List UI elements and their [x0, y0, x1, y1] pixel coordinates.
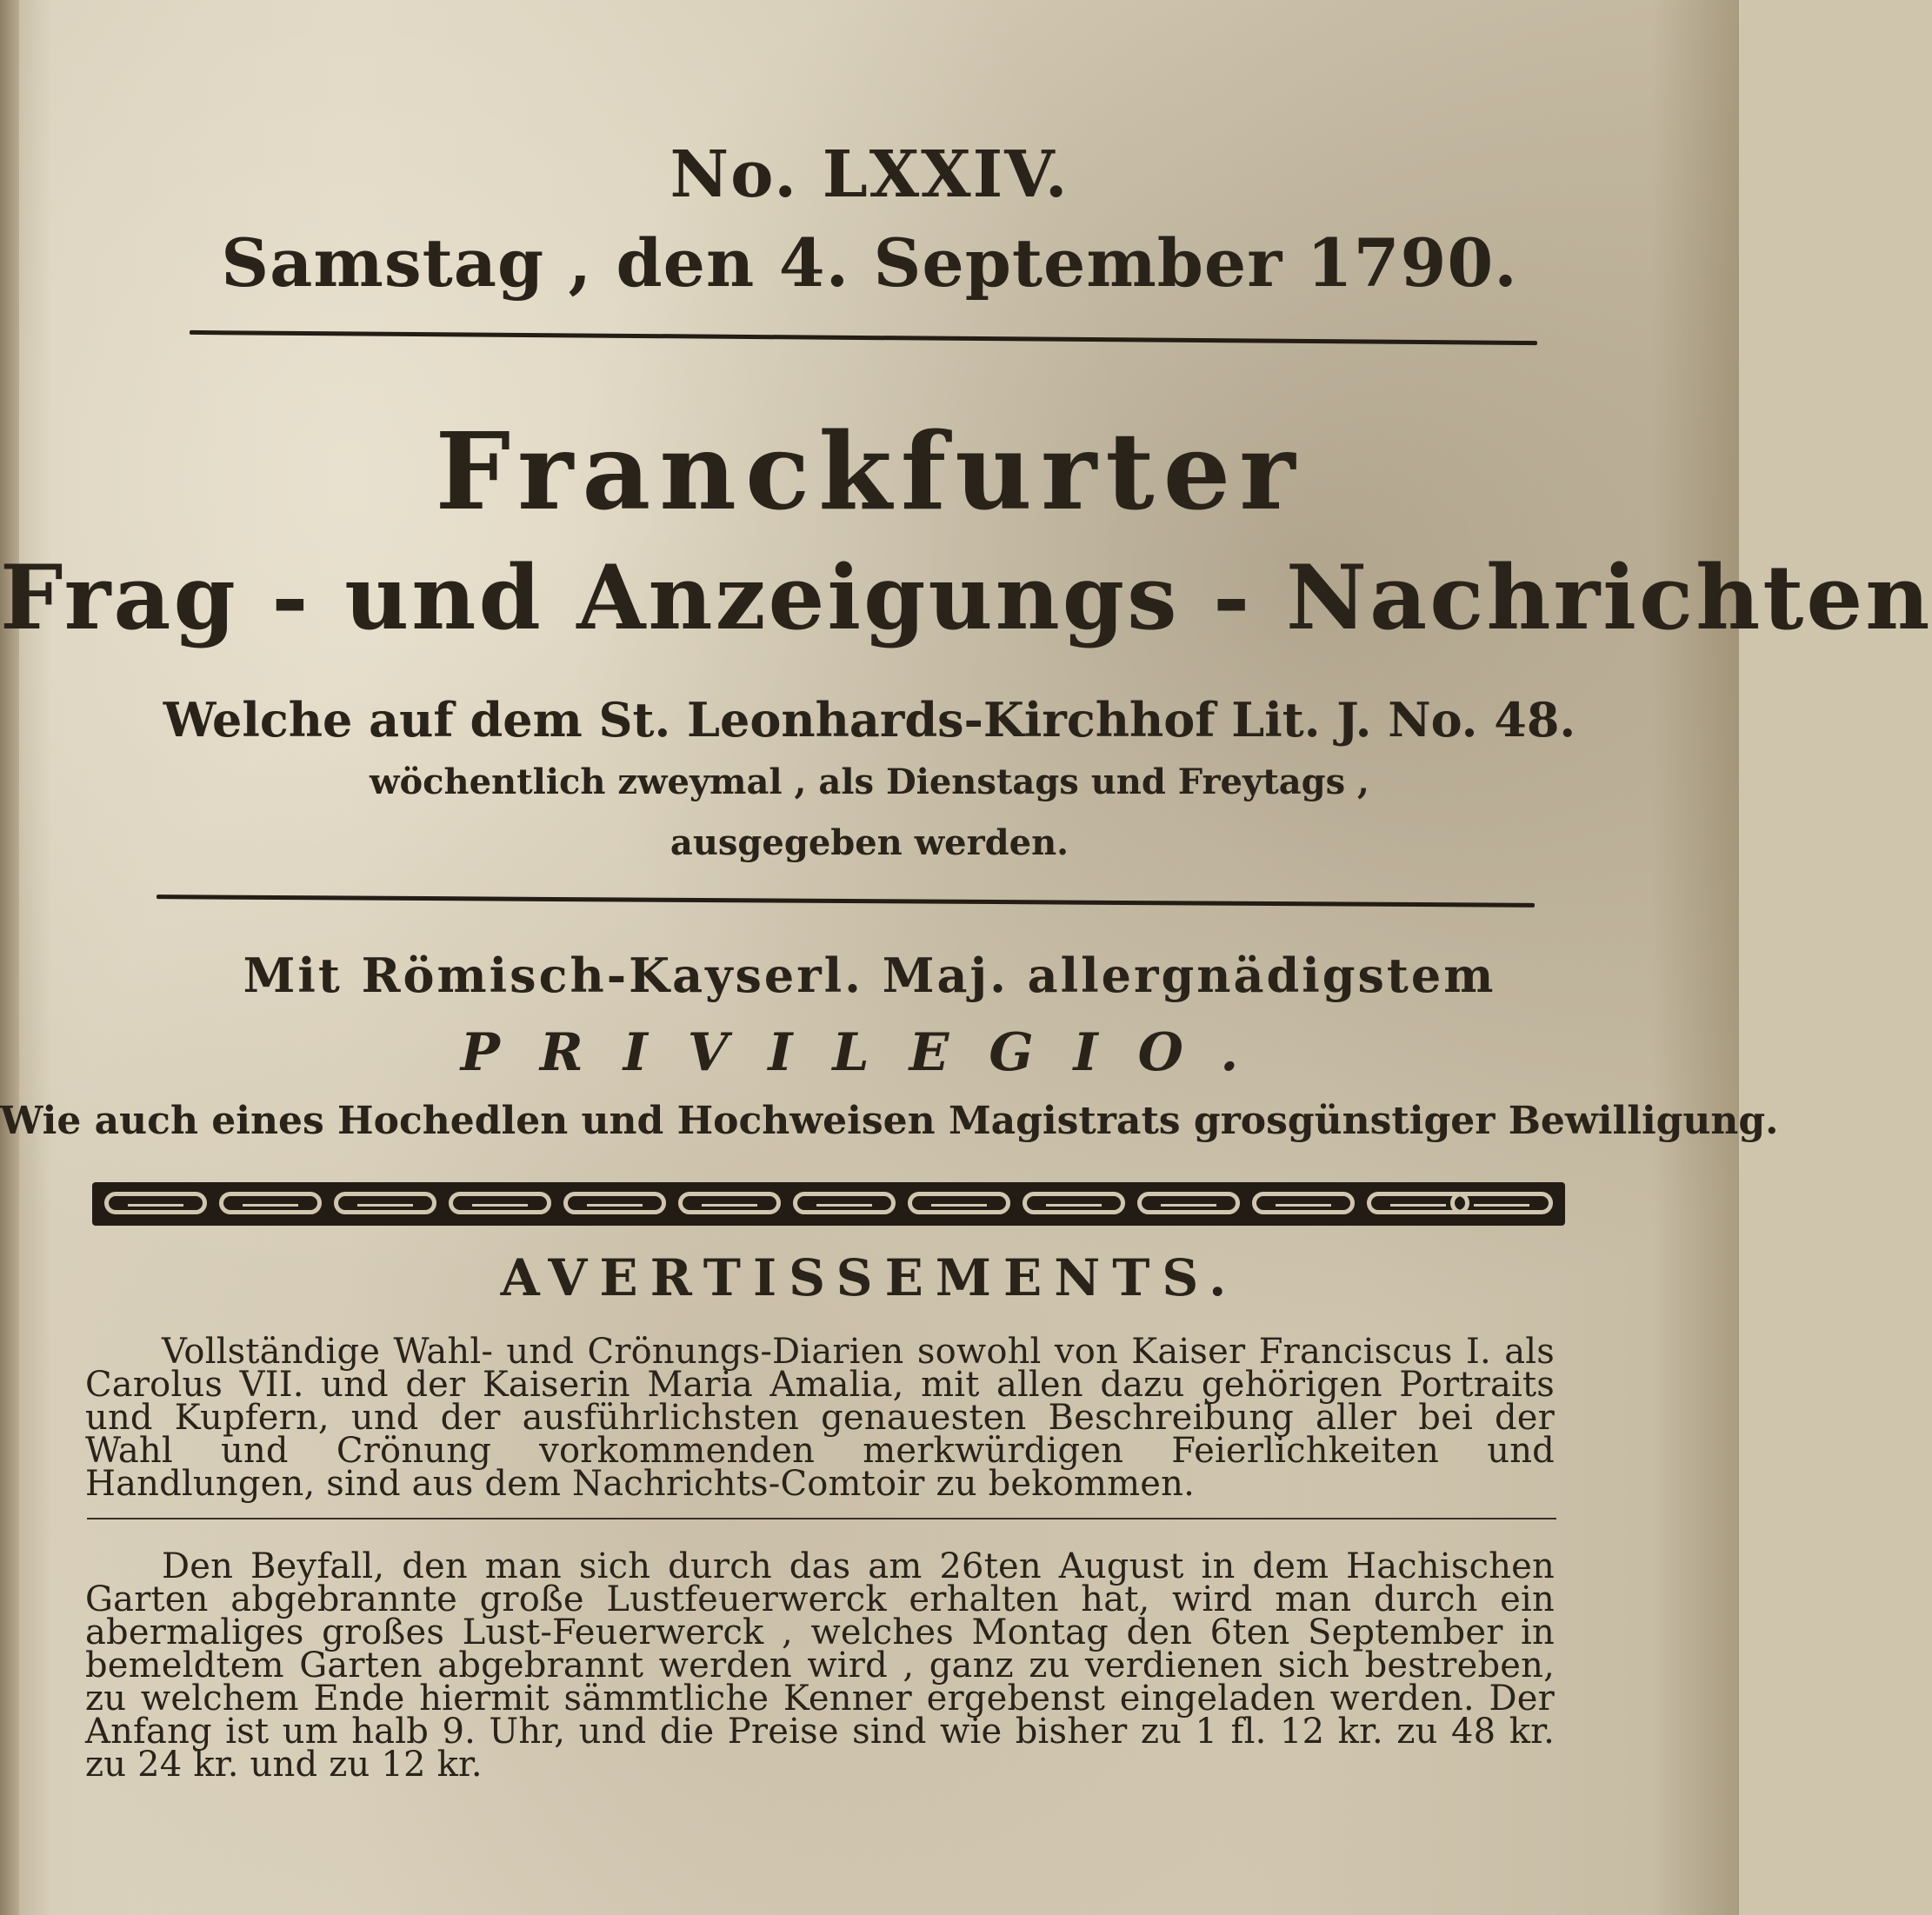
masthead-subtitle-title: Frag - und Anzeigungs - Nachrichten: [0, 546, 1932, 650]
publication-schedule: wöchentlich zweymal , als Dienstags und Freytags ,: [370, 761, 1369, 802]
notice-item: [85, 1546, 1555, 1785]
section-heading: AVERTISSEMENTS.: [500, 1248, 1239, 1307]
masthead-title: Franckfurter: [435, 409, 1304, 534]
notice-divider: [87, 1518, 1556, 1519]
publisher-address: Welche auf dem St. Leonhards-Kirchhof Lit. J. No. 48.: [163, 692, 1576, 748]
masthead-divider: [157, 894, 1535, 908]
notice-item: [85, 1332, 1555, 1504]
privilege-word: PRIVILEGIO.: [460, 1022, 1279, 1083]
notice-text: Vollständige Wahl- und Crönungs-Diarien sowohl von Kaiser Franciscus I. als Carolus VII. und der Kaiserin Maria Amalia, mit allen dazu gehörigen Portraits und Kupfern, und der ausführlichsten genauesten Beschreibung aller bei der Wahl und Crönung vorkommenden merkwürdigen Feierlichkeiten und Handlungen, sind aus dem Nachrichts-Comtoir zu bekommen.: [85, 1332, 1555, 1504]
header-divider: [190, 330, 1537, 345]
publication-note: ausgegeben werden.: [670, 822, 1069, 863]
notice-text: Den Beyfall, den man sich durch das am 26ten August in dem Hachischen Garten abgebrannte große Lustfeuerwerck erhalten hat, wird man durch ein abermaliges großes Lust-Feuerwerck , welches Montag den 6ten September in bemeldtem Garten abgebrannt werden wird , ganz zu verdienen sich bestreben, zu welchem Ende hiermit sämmtliche Kenner ergebenst eingeladen werden. Der Anfang ist um halb 9. Uhr, und die Preise sind wie bisher zu 1 fl. 12 kr. zu 48 kr. zu 24 kr. und zu 12 kr.: [85, 1546, 1555, 1785]
magistrate-approval: Wie auch eines Hochedlen und Hochweisen Magistrats grosgünstiger Bewilligung.: [0, 1099, 1779, 1143]
issue-number: No. LXXIV.: [670, 137, 1069, 212]
chain-ornament-border: [92, 1182, 1565, 1226]
issue-date: Samstag , den 4. September 1790.: [221, 224, 1518, 302]
privilege-line: Mit Römisch-Kayserl. Maj. allergnädigstem: [243, 948, 1496, 1003]
